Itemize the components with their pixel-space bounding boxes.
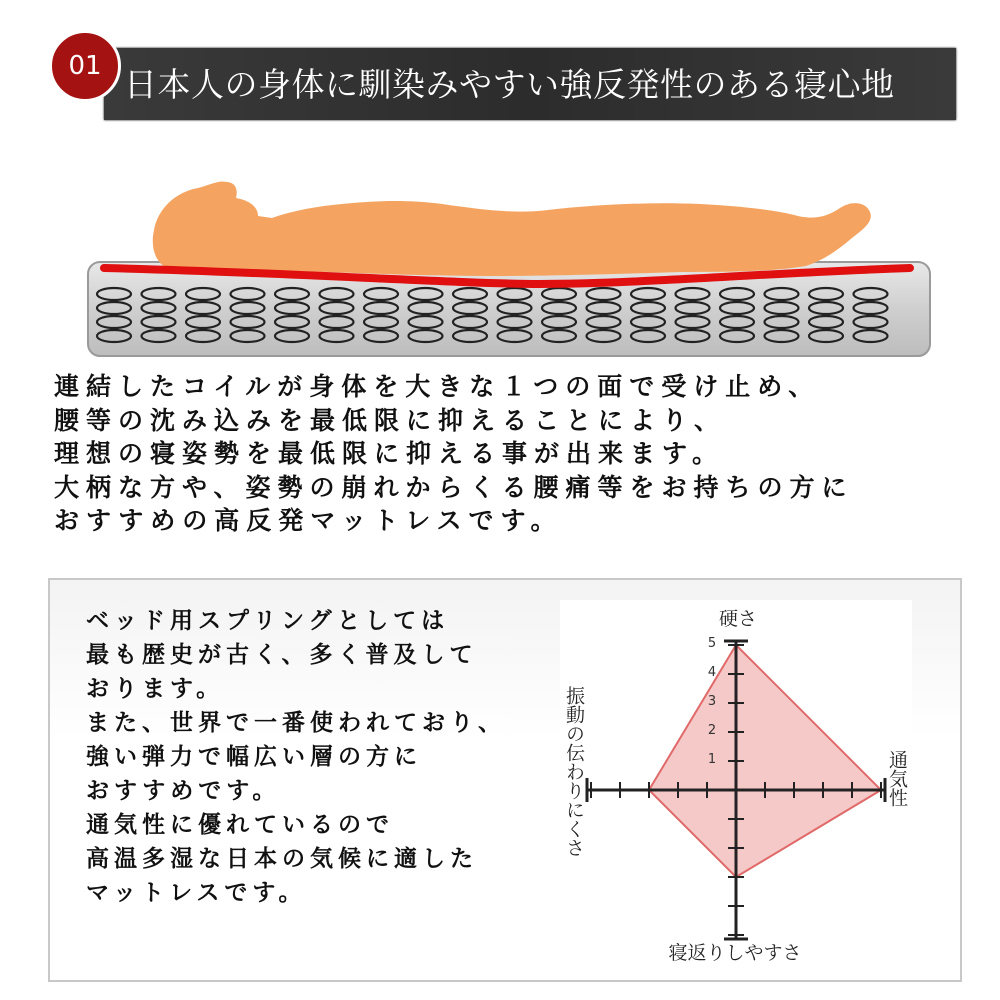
feature-line: 最も歴史が古く、多く普及して (86, 641, 478, 668)
intro-line: 大柄な方や、姿勢の崩れからくる腰痛等をお持ちの方に (54, 472, 854, 502)
axis-label-vibration: 振動の伝わりにくさ (563, 686, 585, 857)
radar-chart (560, 600, 912, 964)
feature-line: おります。 (86, 675, 225, 702)
axis-label-hardness: 硬さ (718, 608, 757, 630)
intro-line: 連結したコイルが身体を大きな１つの面で受け止め、 (54, 372, 821, 401)
feature-line: おすすめです。 (86, 777, 281, 804)
radar-chart-svg (560, 600, 912, 964)
feature-line: ベッド用スプリングとしては (86, 607, 450, 634)
feature-line: 高温多湿な日本の気候に適した (86, 845, 478, 872)
person-silhouette (153, 181, 871, 276)
feature-line: 通気性に優れているので (86, 811, 394, 838)
feature-description (86, 604, 546, 910)
radar-tick-label: 4 (707, 665, 717, 680)
radar-tick-label: 1 (707, 752, 717, 767)
axis-label-breathability: 通気性 (886, 750, 908, 807)
section-number-badge: 01 (49, 30, 121, 102)
radar-tick-label: 5 (707, 636, 717, 651)
intro-line: 腰等の沈み込みを最低限に抑えることにより、 (54, 405, 727, 435)
feature-line: マットレスです。 (86, 879, 307, 906)
intro-paragraph (54, 370, 954, 538)
feature-line: 強い弾力で幅広い層の方に (86, 743, 422, 770)
mattress-diagram (80, 168, 940, 368)
page-title: 日本人の身体に馴染みやすい強反発性のある寝心地 (124, 65, 895, 104)
intro-line: 理想の寝姿勢を最低限に抑える事が出来ます。 (54, 439, 725, 468)
axis-label-turning: 寝返りしやすさ (668, 942, 802, 964)
feature-line: また、世界で一番使われており、 (86, 709, 506, 736)
radar-area (649, 645, 881, 877)
radar-tick-label: 3 (707, 694, 717, 709)
mattress-illustration (80, 168, 940, 368)
radar-tick-label: 2 (707, 723, 717, 738)
intro-line: おすすめの高反発マットレスです。 (54, 506, 563, 535)
